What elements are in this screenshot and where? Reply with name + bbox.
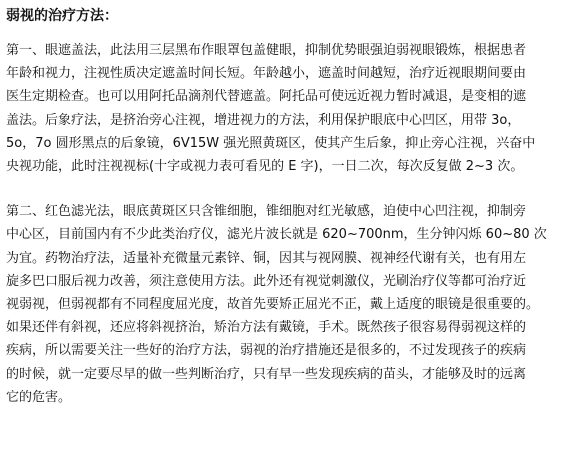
paragraph-line: 第一、眼遮盖法，此法用三层黑布作眼罩包盖健眼，抑制优势眼强迫弱视眼锻炼，根据患者 bbox=[6, 43, 527, 58]
paragraph-line: 医生定期检查。也可以用阿托品滴剂代替遮盖。阿托品可使远近视力暂时减退，是变相的遮 bbox=[6, 89, 527, 105]
paragraph-line: 疾病，所以需要关注一些好的治疗方法，弱视的治疗措施还是很多的，不过发现孩子的疾病 bbox=[6, 343, 527, 359]
paragraph-line: 5o，7o 圆形黑点的后象镜，6V15W 强光照黄斑区，使其产生后象，抑止旁心注视，兴奋中 bbox=[6, 135, 536, 151]
paragraph-line: 第二、红色滤光法，眼底黄斑区只含锥细胞，锥细胞对红光敏感，迫使中心凹注视，抑制旁 bbox=[6, 204, 527, 220]
paragraph-spacer bbox=[6, 178, 566, 200]
article-title: 弱视的治疗方法： bbox=[6, 8, 118, 24]
paragraph-line: 年龄和视力，注视性质决定遮盖时间长短。年龄越小，遮盖时间越短，治疗近视眼期间要由 bbox=[6, 66, 527, 82]
paragraph-line: 它的危害。 bbox=[6, 389, 72, 405]
paragraph-line: 中心区，目前国内有不少此类治疗仪，滤光片波长就是 620~700nm，生分钟闪烁 60~80 次 bbox=[6, 227, 547, 243]
paragraph-red-filter bbox=[6, 200, 566, 409]
paragraph-line: 视弱视，但弱视都有不同程度屈光度，故首先要矫正屈光不正，戴上适度的眼镜是很重要的。 bbox=[6, 297, 540, 313]
paragraph-line: 盖法。后象疗法，是挤治旁心注视，增进视力的方法，利用保护眼底中心凹区，用带 3o， bbox=[6, 112, 521, 128]
paragraph-line: 如果还伴有斜视，还应将斜视挤治，矫治方法有戴镜，手术。既然孩子很容易得弱视这样的 bbox=[6, 320, 527, 336]
paragraph-eye-occlusion bbox=[6, 39, 566, 178]
paragraph-line: 为宜。药物治疗法，适量补充微量元素锌、铜，因其与视网膜、视神经代谢有关，也有用左 bbox=[6, 250, 527, 266]
paragraph-line: 央视功能，此时注视视标(十字或视力表可看见的 E 字)，一日二次，每次反复做 2~3 次。 bbox=[6, 159, 524, 175]
paragraph-line: 旋多巴口服后视力改善，须注意使用方法。此外还有视觉刺激仪，光刷治疗仪等都可治疗近 bbox=[6, 273, 527, 289]
paragraph-line: 的时候，就一定要尽早的做一些判断治疗，只有早一些发现疾病的苗头，才能够及时的远离 bbox=[6, 366, 527, 382]
